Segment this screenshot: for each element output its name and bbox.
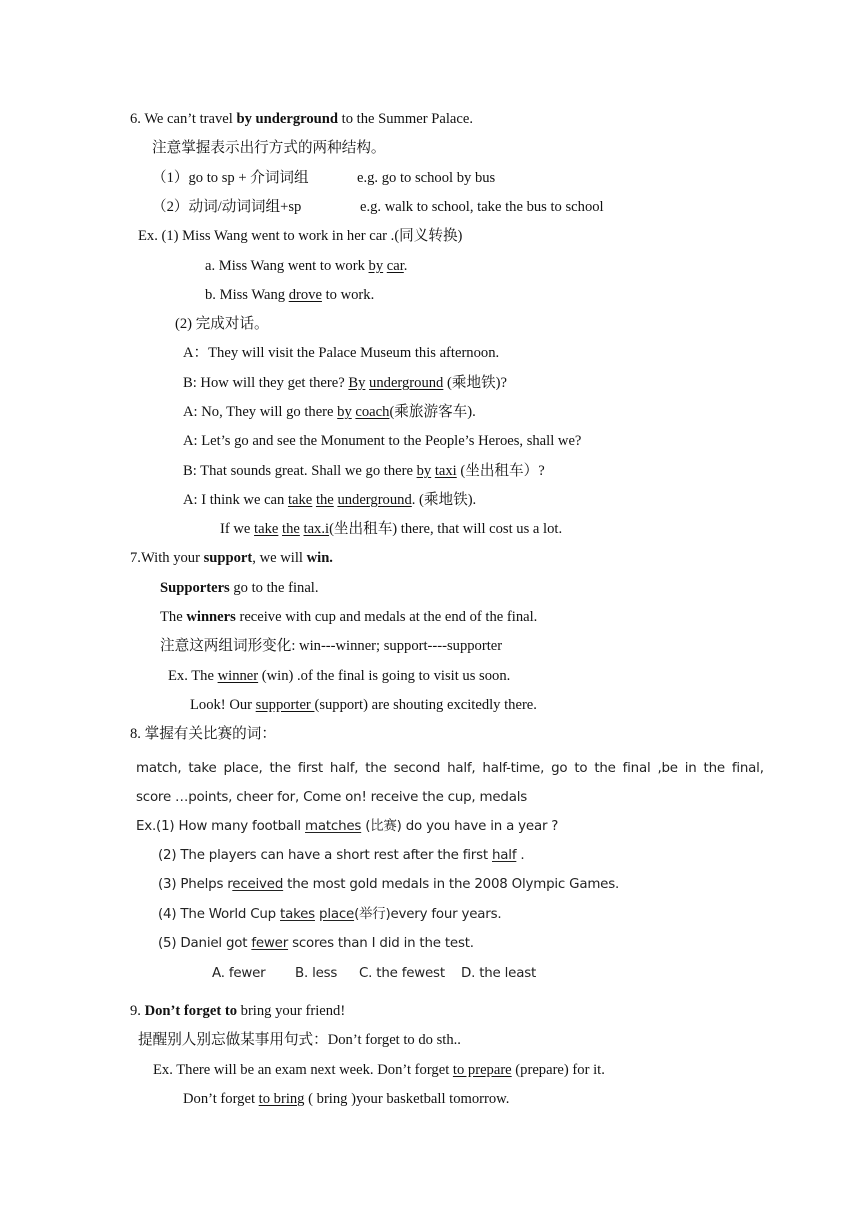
vocabulary-word: take (188, 761, 217, 776)
vocabulary-word: half, (447, 761, 476, 776)
dialogue-line: B: That sounds great. Shall we go there by taxi (坐出租车）? (183, 463, 545, 479)
structure-2: （2）动词/动词词组+sp (152, 199, 302, 215)
vocabulary-word: go (551, 761, 568, 776)
vocabulary-word: in (684, 761, 697, 776)
item8-exercise: (5) Daniel got fewer scores than I did in the test. (158, 936, 474, 951)
dialogue-line: A：They will visit the Palace Museum this afternoon. (183, 345, 500, 361)
item8-heading: 8. 掌握有关比赛的词： (130, 726, 276, 742)
dialogue-line: B: How will they get there? By underground (乘地铁)? (183, 375, 507, 391)
vocabulary-word: first (297, 761, 323, 776)
exercise-1a: a. Miss Wang went to work by car. (205, 258, 408, 274)
vocabulary-word: half, (329, 761, 359, 776)
exercise-1: Ex. (1) Miss Wang went to work in her car .(同义转换) (138, 228, 463, 244)
item7-heading: 7.With your support, we will win. (130, 550, 333, 566)
item7-note: 注意这两组词形变化: win---winner; support----supporter (160, 638, 503, 654)
vocabulary-word: the (703, 761, 725, 776)
structure-1: （1）go to sp + 介词词组 (152, 170, 309, 186)
dialogue-line: A: No, They will go there by coach(乘旅游客车). (183, 404, 476, 420)
option-d: D. the least (461, 966, 537, 981)
item9-exercise: Ex. There will be an exam next week. Don’t forget to prepare (prepare) for it. (153, 1062, 605, 1078)
option-a: A. fewer (212, 966, 266, 981)
item6-note: 注意掌握表示出行方式的两种结构。 (152, 140, 386, 156)
vocabulary-word: second (393, 761, 441, 776)
item7-line: Supporters go to the final. (160, 580, 319, 596)
structure-2-example: e.g. walk to school, take the bus to school (360, 199, 604, 215)
item6-heading: 6. We can’t travel by underground to the Summer Palace. (130, 111, 473, 127)
option-c: C. the fewest (359, 966, 445, 981)
vocabulary-line: score …points, cheer for, Come on! receive the cup, medals (136, 790, 528, 805)
dialogue-line: A: Let’s go and see the Monument to the People’s Heroes, shall we? (183, 433, 582, 449)
vocabulary-word: to (574, 761, 588, 776)
item7-line: The winners receive with cup and medals at the end of the final. (160, 609, 538, 625)
item9-note: 提醒别人别忘做某事用句式：Don’t forget to do sth.. (138, 1032, 461, 1048)
vocabulary-word: match, (136, 761, 182, 776)
exercise-2: (2) 完成对话。 (175, 316, 269, 332)
item9-heading: 9. Don’t forget to bring your friend! (130, 1003, 346, 1019)
item8-exercise: (2) The players can have a short rest after the first half . (158, 848, 525, 863)
vocabulary-word: the (269, 761, 291, 776)
item8-exercise: (4) The World Cup takes place(举行)every four years. (158, 907, 502, 922)
option-b: B. less (295, 966, 338, 981)
vocabulary-line (136, 759, 764, 779)
vocabulary-word: final (622, 761, 651, 776)
item8-exercise: (3) Phelps received the most gold medals in the 2008 Olympic Games. (158, 877, 620, 892)
item7-exercise: Look! Our supporter (support) are shouting excitedly there. (190, 697, 537, 713)
item7-exercise: Ex. The winner (win) .of the final is going to visit us soon. (168, 668, 511, 684)
item9-exercise: Don’t forget to bring ( bring )your basketball tomorrow. (183, 1091, 510, 1107)
dialogue-line: A: I think we can take the underground. (乘地铁). (183, 492, 477, 508)
dialogue-line: If we take the tax.i(坐出租车) there, that will cost us a lot. (220, 521, 563, 537)
vocabulary-word: the (365, 761, 387, 776)
vocabulary-word: final, (731, 761, 764, 776)
item8-exercise: Ex.(1) How many football matches (比赛) do you have in a year ? (136, 819, 559, 834)
vocabulary-word: ,be (657, 761, 678, 776)
vocabulary-word: the (594, 761, 616, 776)
structure-1-example: e.g. go to school by bus (357, 170, 496, 186)
vocabulary-word: place, (223, 761, 263, 776)
exercise-1b: b. Miss Wang drove to work. (205, 287, 375, 303)
vocabulary-word: half-time, (482, 761, 545, 776)
